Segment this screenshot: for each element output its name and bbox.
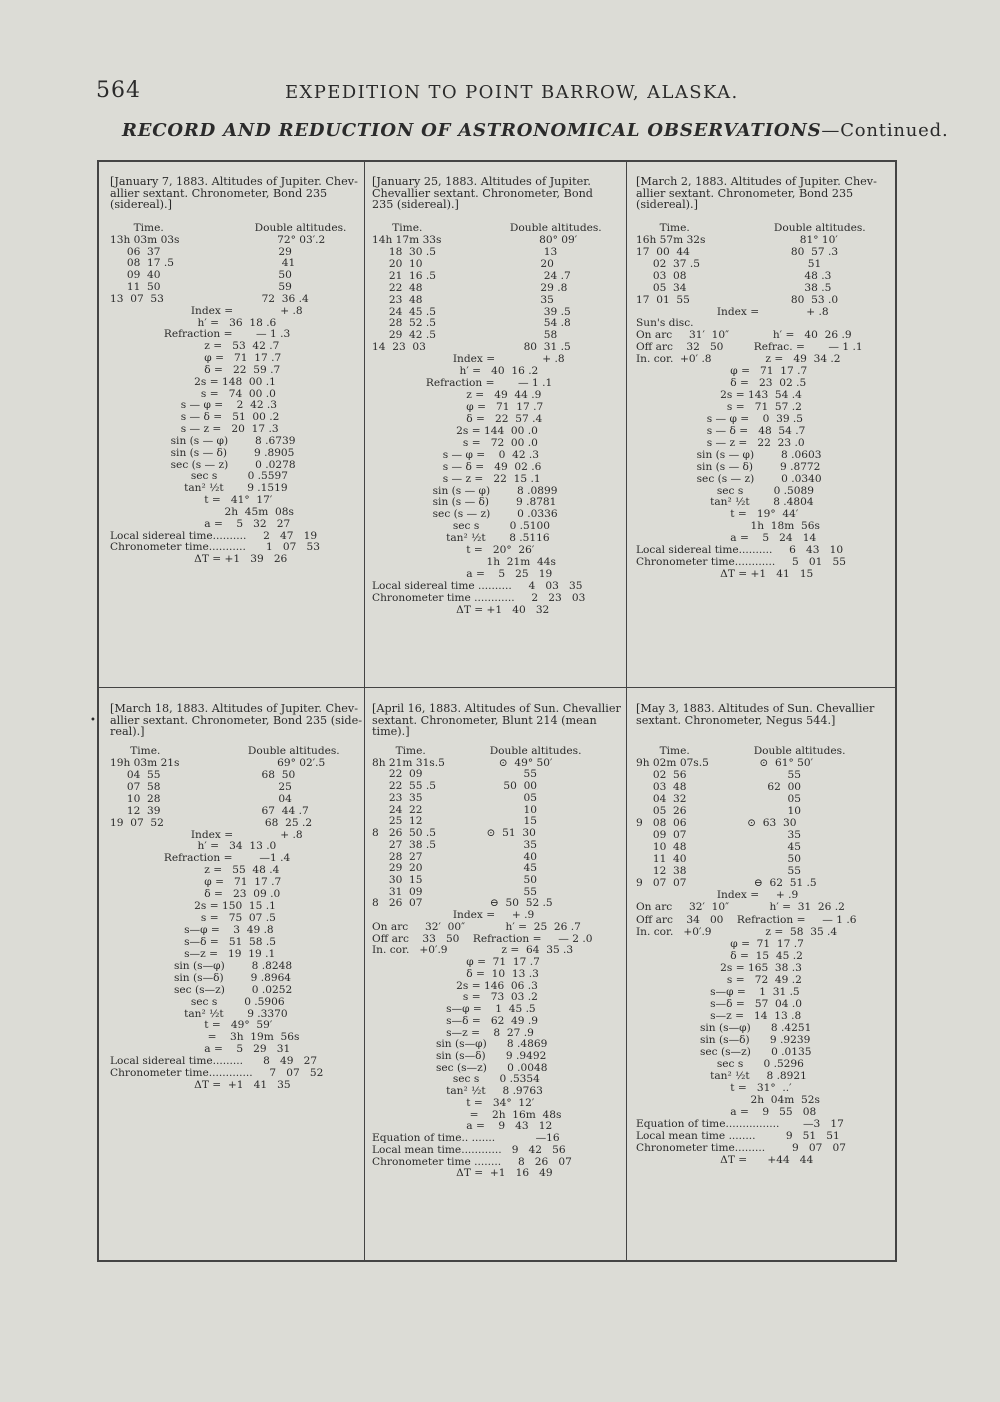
computation-line: s — z = 20 17 .3 [110,423,279,436]
computation-line: s — δ = 51 00 .2 [110,411,280,424]
computation-line: 8 26 07 ⊖ 50 52 .5 [372,897,553,910]
computation-line: Local mean time............ 9 42 56 [372,1143,566,1156]
computation-line: 21 16 .5 24 .7 [372,269,571,282]
panel-header-line: real).] [110,725,145,738]
computation-line: t = 31° ..′ [636,1082,792,1094]
computation-line: 2s = 146 06 .3 [372,979,538,992]
computation-line: 05 26 10 [636,805,802,818]
computation-line: s—φ = 1 31 .5 [636,985,800,998]
computation-line: Time. Double altitudes. [636,222,866,234]
computation-line: 13h 03m 03s 72° 03′.2 [110,233,326,246]
computation-line: t = 49° 59′ [110,1019,273,1032]
computation-line: a = 5 32 27 [110,517,291,530]
computation-line: 22 09 55 [372,768,538,781]
computation-line: s—φ = 3 49 .8 [110,924,274,936]
computation-line: Index = + .8 [636,305,829,318]
computation-line: tan² ½t 8 .4804 [636,496,814,509]
computation-line: 28 52 .5 54 .8 [372,317,571,330]
computation-line: 02 37 .5 51 [636,257,822,270]
computation-line: sin (s — δ) 9 .8781 [372,496,557,509]
computation-line: 29 42 .5 58 [372,329,558,342]
computation-line: sec (s—z) 0 .0135 [636,1045,812,1058]
computation-line: = 2h 16m 48s [372,1108,562,1121]
computation-line: a = 5 29 31 [110,1043,291,1056]
computation-line: Index = + .8 [110,828,303,841]
computation-line: 27 38 .5 35 [372,838,538,851]
computation-line: 08 17 .5 41 [110,257,296,270]
column-divider-2 [626,160,627,1260]
computation-line: 1h 21m 44s [372,556,556,569]
section-title-main: RECORD AND REDUCTION OF ASTRONOMICAL OBSERVATIONS [122,120,822,141]
computation-line: h′ = 36 18 .6 [110,316,277,329]
computation-line: φ = 71 17 .7 [636,365,808,378]
computation-line: 05 34 38 .5 [636,281,832,294]
computation-line: 13 07 53 72 36 .4 [110,292,309,305]
computation-line: 2s = 150 15 .1 [110,900,276,913]
panel-header-line: sextant. Chronometer, Blunt 214 (mean [372,713,597,727]
computation-line: ΔT = +1 40 32 [372,603,550,616]
computation-line: 03 08 48 .3 [636,269,832,282]
computation-line: 2s = 143 54 .4 [636,389,802,402]
computation-line: 9h 02m 07s.5 ⊙ 61° 50′ [636,757,814,770]
computation-line: sin (s—δ) 9 .9239 [636,1033,811,1046]
panel-header-line: sextant. Chronometer, Negus 544.] [636,713,836,727]
page-number: 564 [96,78,141,103]
computation-line: 07 58 25 [110,780,292,793]
computation-line: sec s 0 .5089 [636,484,815,497]
computation-line: sec (s—z) 0 .0252 [110,983,293,996]
computation-line: 22 48 29 .8 [372,281,568,294]
computation-line: Refraction = — 1 .1 [372,377,553,390]
computation-line: t = 34° 12′ [372,1096,535,1109]
computation-line: Off arc 32 50 Refrac. = — 1 .1 [636,341,863,354]
computation-line: δ = 10 13 .3 [372,967,539,980]
column-divider-1 [364,160,365,1260]
computation-line: In. cor. +0′.9 z = 58 35 .4 [636,925,838,938]
computation-line: z = 55 48 .4 [110,864,280,877]
computation-line: 9 08 06 ⊙ 63 30 [636,817,797,830]
computation-line: 22 55 .5 50 00 [372,780,538,793]
computation-line: Chronometer time ............ 2 23 03 [372,591,586,604]
computation-line: z = 53 42 .7 [110,340,280,353]
computation-line: Off arc 33 50 Refraction = — 2 .0 [372,932,593,945]
computation-line: Index = + .8 [372,353,565,366]
panel-header-line: allier sextant. Chronometer, Bond 235 [110,186,328,200]
computation-line: Refraction = — 1 .3 [110,328,291,341]
computation-line: sec (s—z) 0 .0048 [372,1061,548,1074]
computation-line: sin (s—δ) 9 .9492 [372,1049,547,1062]
computation-line: 16h 57m 32s 81° 10′ [636,233,838,246]
panel-header-line: [March 2, 1883. Altitudes of Jupiter. Chev- [636,175,877,188]
computation-line: sin (s — φ) 8 .6739 [110,434,296,447]
computation-line: In. cor. +0′.9 z = 64 35 .3 [372,944,574,957]
computation-line: sec s 0 .5100 [372,520,551,533]
computation-line: sin (s—φ) 8 .4869 [372,1038,548,1051]
computation-line: 04 32 05 [636,793,802,806]
computation-line: s — φ = 2 42 .3 [110,399,278,412]
computation-line: 2h 04m 52s [636,1094,820,1107]
computation-line: 06 37 29 [110,245,292,258]
computation-line: sec s 0 .5906 [110,995,285,1008]
computation-line: δ = 23 02 .5 [636,377,807,390]
computation-line: s—z = 19 19 .1 [110,947,276,960]
computation-line: s — δ = 49 02 .6 [372,460,542,473]
computation-line: Local sidereal time.......... 2 47 19 [110,529,318,542]
computation-line: sec (s — z) 0 .0278 [110,458,296,471]
panel-header-line: [March 18, 1883. Altitudes of Jupiter. Chev- [110,702,359,715]
computation-line: ΔT = +44 44 [636,1154,814,1167]
computation-line: 9 07 07 ⊖ 62 51 .5 [636,877,817,890]
computation-line: sin (s—φ) 8 .4251 [636,1021,812,1034]
computation-line: Index = + .9 [372,909,535,922]
computation-line: 03 48 62 00 [636,781,802,794]
computation-line: s—φ = 1 45 .5 [372,1003,536,1016]
computation-line: Local mean time ........ 9 51 51 [636,1130,840,1143]
computation-line: h′ = 40 16 .2 [372,365,539,378]
computation-line: s—z = 14 13 .8 [636,1009,802,1022]
computation-line: 8 26 50 .5 ⊙ 51 30 [372,827,536,840]
computation-line: On arc 32′ 00″ h′ = 25 26 .7 [372,920,581,933]
computation-line: s—δ = 62 49 .9 [372,1014,539,1027]
computation-line: a = 5 25 19 [372,568,553,581]
running-head: EXPEDITION TO POINT BARROW, ALASKA. [285,82,739,103]
computation-line: 19h 03m 21s 69° 02′.5 [110,756,326,769]
computation-line: 12 39 67 44 .7 [110,804,309,817]
computation-line: 24 22 10 [372,803,538,816]
panel-header-line: Chevallier sextant. Chronometer, Bond [372,186,593,200]
computation-line: sec s 0 .5296 [636,1057,804,1070]
computation-line: Time. Double altitudes. [372,745,582,757]
computation-line: sec s 0 .5597 [110,470,289,483]
computation-line: 8h 21m 31s.5 ⊙ 49° 50′ [372,756,553,769]
computation-line: Time. Double altitudes. [636,745,846,757]
computation-line: 02 56 55 [636,769,802,782]
computation-line: 2s = 144 00 .0 [372,424,538,437]
computation-line: Off arc 34 00 Refraction = — 1 .6 [636,913,857,926]
computation-line: t = 20° 26′ [372,544,535,557]
computation-line: 09 07 35 [636,829,802,842]
computation-line: δ = 22 57 .4 [372,412,543,425]
computation-line: s — z = 22 23 .0 [636,436,805,449]
computation-line: sin (s — δ) 9 .8905 [110,446,295,459]
computation-line: φ = 71 17 .7 [372,401,544,413]
margin-bullet: • [90,715,96,726]
computation-line: 24 45 .5 39 .5 [372,305,571,318]
computation-line: Chronometer time............ 5 01 55 [636,556,846,569]
computation-line: Index = + .9 [636,889,799,902]
computation-line: ΔT = +1 41 15 [636,568,814,581]
computation-line: In. cor. +0′ .8 z = 49 34 .2 [636,353,841,366]
computation-line: s = 72 49 .2 [636,973,802,986]
panel-header-line: allier sextant. Chronometer, Bond 235 [636,186,854,200]
computation-line: 14h 17m 33s 80° 09′ [372,233,578,246]
computation-line: tan² ½t 8 .9763 [372,1085,543,1098]
computation-line: 20 10 20 [372,257,554,270]
computation-line: Local sidereal time.......... 6 43 10 [636,544,844,557]
section-title-continued: —Continued. [821,120,949,141]
computation-line: tan² ½t 9 .1519 [110,482,288,495]
computation-line: φ = 71 17 .7 [110,876,282,889]
computation-line: a = 9 43 12 [372,1120,553,1133]
computation-line: ΔT = +1 41 35 [110,1079,291,1092]
computation-line: Equation of time.. ....... —16 [372,1132,560,1145]
computation-line: Chronometer time............. 7 07 52 [110,1067,324,1080]
computation-line: z = 49 44 .9 [372,389,542,402]
computation-line: tan² ½t 8 .8921 [636,1069,807,1082]
computation-line: 18 30 .5 13 [372,245,558,258]
computation-line: t = 19° 44′ [636,508,799,521]
computation-line: a = 5 24 14 [636,532,817,545]
computation-line: Chronometer time ........ 8 26 07 [372,1155,572,1168]
computation-line: 12 38 55 [636,865,802,878]
computation-line: Chronometer time........... 1 07 53 [110,541,320,554]
computation-line: 29 20 45 [372,862,538,875]
computation-line: 10 28 04 [110,792,292,805]
computation-line: φ = 71 17 .7 [372,956,540,969]
computation-line: h′ = 34 13 .0 [110,840,277,853]
computation-line: sin (s—δ) 9 .8964 [110,971,292,984]
computation-line: 23 48 35 [372,293,554,306]
computation-line: δ = 23 09 .0 [110,888,281,901]
computation-line: φ = 71 17 .7 [636,937,804,950]
panel-header-line: 235 (sidereal).] [372,198,459,211]
computation-line: a = 9 55 08 [636,1106,817,1119]
computation-line: ΔT = +1 16 49 [372,1167,553,1180]
computation-line: 2s = 165 38 .3 [636,961,802,974]
panel-header-line: [January 7, 1883. Altitudes of Jupiter. Chev- [110,175,358,188]
computation-line: 14 23 03 80 31 .5 [372,341,571,354]
computation-line: 2s = 148 00 .1 [110,375,276,388]
computation-line: 04 55 68 50 [110,768,296,781]
computation-line: sec s 0 .5354 [372,1073,540,1086]
computation-line: Sun's disc. [636,317,694,330]
computation-line: 11 40 50 [636,853,802,866]
computation-line: Time. Double altitudes. [110,745,340,757]
computation-line: = 3h 19m 56s [110,1031,300,1044]
computation-line: s—δ = 57 04 .0 [636,997,803,1010]
computation-line: 23 35 05 [372,791,538,804]
computation-line: δ = 15 45 .2 [636,949,803,962]
computation-line: 19 07 52 68 25 .2 [110,816,313,829]
computation-line: sec (s — z) 0 .0336 [372,508,558,521]
computation-line: Local sidereal time......... 8 49 27 [110,1055,318,1068]
computation-line: s — z = 22 15 .1 [372,472,541,485]
computation-line: On arc 31′ 10″ h′ = 40 26 .9 [636,329,852,342]
computation-line: On arc 32′ 10″ h′ = 31 26 .2 [636,901,845,914]
computation-line: 09 40 50 [110,269,292,282]
computation-line: Local sidereal time .......... 4 03 35 [372,580,583,593]
computation-line: 17 01 55 80 53 .0 [636,293,839,306]
panel-header-line: time).] [372,725,410,738]
computation-line: δ = 22 59 .7 [110,363,281,376]
panel-header-line: [January 25, 1883. Altitudes of Jupiter. [372,175,591,188]
row-divider [97,687,897,688]
computation-line: sin (s — φ) 8 .0899 [372,484,558,497]
computation-line: 25 12 15 [372,815,538,828]
computation-line: s — δ = 48 54 .7 [636,424,806,437]
panel-header-line: allier sextant. Chronometer, Bond 235 (side- [110,713,362,727]
computation-line: Time. Double altitudes. [372,222,602,234]
computation-line: s = 75 07 .5 [110,912,276,925]
computation-line: s = 71 57 .2 [636,401,802,413]
panel-header-line: (sidereal).] [636,198,698,211]
computation-line: 1h 18m 56s [636,520,820,533]
computation-line: s = 72 00 .0 [372,436,538,449]
computation-line: Chronometer time......... 9 07 07 [636,1142,846,1155]
computation-line: s = 73 03 .2 [372,991,538,1004]
computation-line: tan² ½t 8 .5116 [372,532,550,545]
panel-header-line: (sidereal).] [110,198,172,211]
computation-line: t = 41° 17′ [110,494,273,507]
computation-line: Time. Double altitudes. [110,222,347,234]
computation-line: 10 48 45 [636,841,802,854]
computation-line: 30 15 50 [372,874,538,887]
computation-line: 28 27 40 [372,850,538,863]
computation-line: s = 74 00 .0 [110,387,276,400]
panel-header-line: [April 16, 1883. Altitudes of Sun. Chevallier [372,702,621,715]
computation-line: Index = + .8 [110,304,303,317]
computation-line: s—z = 8 27 .9 [372,1026,534,1039]
computation-line: 2h 45m 08s [110,505,294,518]
computation-line: ΔT = +1 39 26 [110,553,288,566]
section-title [122,120,948,141]
computation-line: φ = 71 17 .7 [110,352,282,365]
computation-line: sin (s—φ) 8 .8248 [110,959,293,972]
computation-line: Refraction = —1 .4 [110,852,291,865]
computation-line: sec (s — z) 0 .0340 [636,472,822,485]
computation-line: s — φ = 0 42 .3 [372,448,540,461]
computation-line: s — φ = 0 39 .5 [636,412,804,425]
computation-line: 31 09 55 [372,885,538,898]
computation-line: sin (s — δ) 9 .8772 [636,460,821,473]
computation-line: Equation of time................ —3 17 [636,1118,844,1131]
computation-line: 11 50 59 [110,281,292,294]
computation-line: tan² ½t 9 .3370 [110,1007,288,1020]
computation-line: sin (s — φ) 8 .0603 [636,448,822,461]
panel-header-line: [May 3, 1883. Altitudes of Sun. Chevallier [636,702,875,715]
computation-line: 17 00 44 80 57 .3 [636,245,839,258]
computation-line: s—δ = 51 58 .5 [110,935,277,948]
